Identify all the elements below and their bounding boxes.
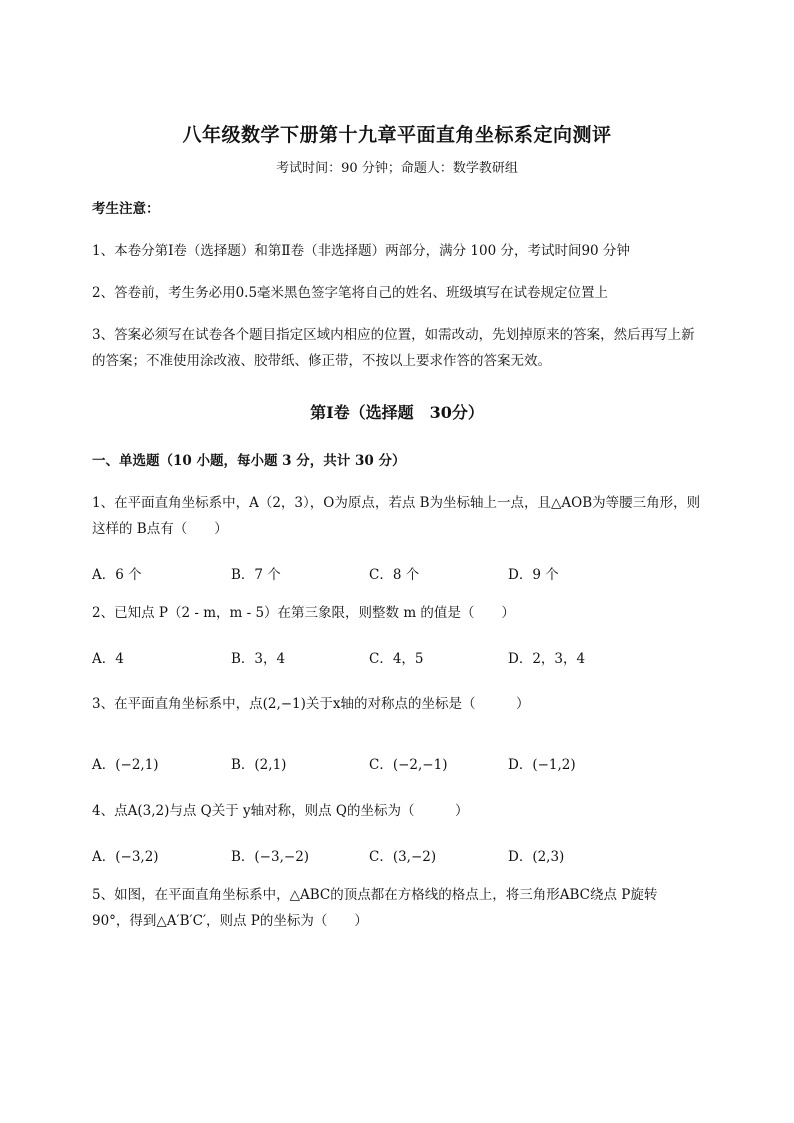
question-1-option-d: D．9 个 — [508, 567, 559, 583]
question-5-line-2: 90°，得到△A′B′C′，则点 P的坐标为（ ） — [92, 913, 368, 929]
question-3-option-b: B．(2,1) — [231, 757, 287, 773]
notice-item-1: 1、本卷分第Ⅰ卷（选择题）和第Ⅱ卷（非选择题）两部分，满分 100 分，考试时间90 分钟 — [92, 243, 630, 259]
question-1-option-a: A．6 个 — [92, 567, 142, 583]
question-1-line-2: 这样的 B点有（ ） — [92, 521, 228, 537]
question-3-option-c: C．(−2,−1) — [369, 757, 448, 773]
question-4-option-c: C．(3,−2) — [369, 849, 437, 865]
question-4-line-1: 4、点A(3,2)与点 Q关于 y轴对称，则点 Q的坐标为（ ） — [92, 803, 469, 819]
question-2-line-1: 2、已知点 P（2 - m，m - 5）在第三象限，则整数 m 的值是（ ） — [92, 605, 515, 621]
question-3-option-a: A．(−2,1) — [92, 757, 159, 773]
question-4-option-a: A．(−3,2) — [92, 849, 159, 865]
question-5-line-1: 5、如图，在平面直角坐标系中，△ABC的顶点都在方格线的格点上，将三角形ABC绕点 P旋转 — [92, 887, 658, 903]
question-2-option-a: A．4 — [92, 651, 124, 667]
notice-item-3-line-2: 的答案；不准使用涂改液、胶带纸、修正带，不按以上要求作答的答案无效。 — [92, 353, 551, 369]
question-3-option-d: D．(−1,2) — [508, 757, 576, 773]
question-1-line-1: 1、在平面直角坐标系中，A（2，3），O为原点，若点 B为坐标轴上一点，且△AOB为等腰三角形，则 — [92, 495, 701, 511]
notice-item-3-line-1: 3、答案必须写在试卷各个题目指定区域内相应的位置，如需改动，先划掉原来的答案，然后再写上新 — [92, 327, 695, 343]
question-3-line-1: 3、在平面直角坐标系中，点(2,−1)关于x轴的对称点的坐标是（ ） — [92, 696, 530, 712]
notice-heading: 考生注意： — [92, 201, 160, 217]
question-2-option-b: B．3，4 — [231, 651, 286, 667]
exam-subtitle: 考试时间：90 分钟；命题人：数学教研组 — [276, 161, 518, 176]
question-4-option-b: B．(−3,−2) — [231, 849, 310, 865]
question-2-option-d: D．2，3，4 — [508, 651, 586, 667]
exam-title: 八年级数学下册第十九章平面直角坐标系定向测评 — [182, 124, 612, 146]
question-4-option-d: D．(2,3) — [508, 849, 565, 865]
question-2-option-c: C．4，5 — [369, 651, 424, 667]
part-1-title: 第Ⅰ卷（选择题 30分） — [310, 403, 484, 422]
section-heading: 一、单选题（10 小题，每小题 3 分，共计 30 分） — [92, 453, 406, 469]
question-1-option-c: C．8 个 — [369, 567, 420, 583]
question-1-option-b: B．7 个 — [231, 567, 281, 583]
notice-item-2: 2、答卷前，考生务必用0.5毫米黑色签字笔将自己的姓名、班级填写在试卷规定位置上 — [92, 285, 609, 301]
